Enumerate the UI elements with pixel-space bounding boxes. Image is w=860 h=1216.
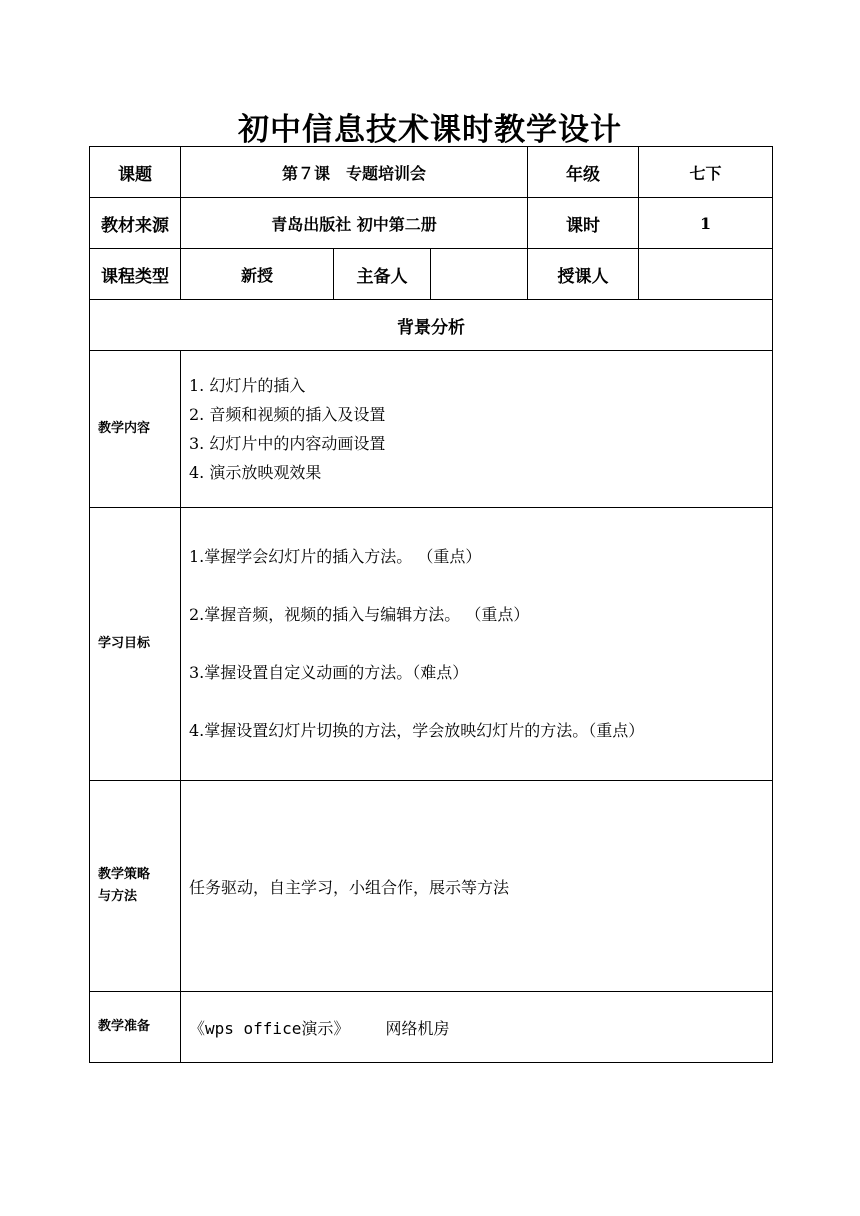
source-value: 青岛出版社 初中第二册 xyxy=(181,198,528,249)
strategy-label xyxy=(90,781,181,992)
content-item: 1. 幻灯片的插入 xyxy=(189,376,306,395)
prep-room: 网络机房 xyxy=(385,1018,450,1038)
goal-item: 3.掌握设置自定义动画的方法。（难点） xyxy=(189,663,469,682)
goals-list xyxy=(181,508,773,781)
background-header: 背景分析 xyxy=(90,300,773,351)
teacher-label: 授课人 xyxy=(528,249,639,300)
content-item: 3. 幻灯片中的内容动画设置 xyxy=(189,434,386,453)
grade-value: 七下 xyxy=(639,147,773,198)
goal-item: 4.掌握设置幻灯片切换的方法，学会放映幻灯片的方法。（重点） xyxy=(189,721,645,740)
strategy-text: 任务驱动，自主学习，小组合作，展示等方法 xyxy=(181,781,773,992)
topic-label: 课题 xyxy=(90,147,181,198)
document-title: 初中信息技术课时教学设计 xyxy=(238,112,622,148)
type-label: 课程类型 xyxy=(90,249,181,300)
goal-item: 2.掌握音频，视频的插入与编辑方法。 （重点） xyxy=(189,605,530,624)
strategy-label-line2: 与方法 xyxy=(98,889,138,904)
row-teaching-content xyxy=(90,351,773,508)
prep-text xyxy=(181,992,773,1063)
lesson-plan-table xyxy=(89,146,773,1063)
content-list xyxy=(181,351,773,508)
row-learning-goals xyxy=(90,508,773,781)
row-course-type xyxy=(90,249,773,300)
preparer-value xyxy=(431,249,528,300)
topic-value: 第７课 专题培训会 xyxy=(181,147,528,198)
row-source xyxy=(90,198,773,249)
source-label: 教材来源 xyxy=(90,198,181,249)
content-item: 2. 音频和视频的插入及设置 xyxy=(189,405,386,424)
strategy-label-line1: 教学策略 xyxy=(98,867,151,882)
content-item: 4. 演示放映观效果 xyxy=(189,463,322,482)
grade-label: 年级 xyxy=(528,147,639,198)
type-value: 新授 xyxy=(181,249,334,300)
goals-label: 学习目标 xyxy=(90,508,181,781)
goal-item: 1.掌握学会幻灯片的插入方法。 （重点） xyxy=(189,547,482,566)
row-strategy xyxy=(90,781,773,992)
row-topic xyxy=(90,147,773,198)
row-preparation xyxy=(90,992,773,1063)
preparer-label: 主备人 xyxy=(334,249,431,300)
hours-value: 1 xyxy=(639,198,773,249)
content-label: 教学内容 xyxy=(90,351,181,508)
prep-software: 《wps office演示》 xyxy=(189,1018,350,1038)
prep-label: 教学准备 xyxy=(90,992,181,1063)
teacher-value xyxy=(639,249,773,300)
row-background xyxy=(90,300,773,351)
hours-label: 课时 xyxy=(528,198,639,249)
